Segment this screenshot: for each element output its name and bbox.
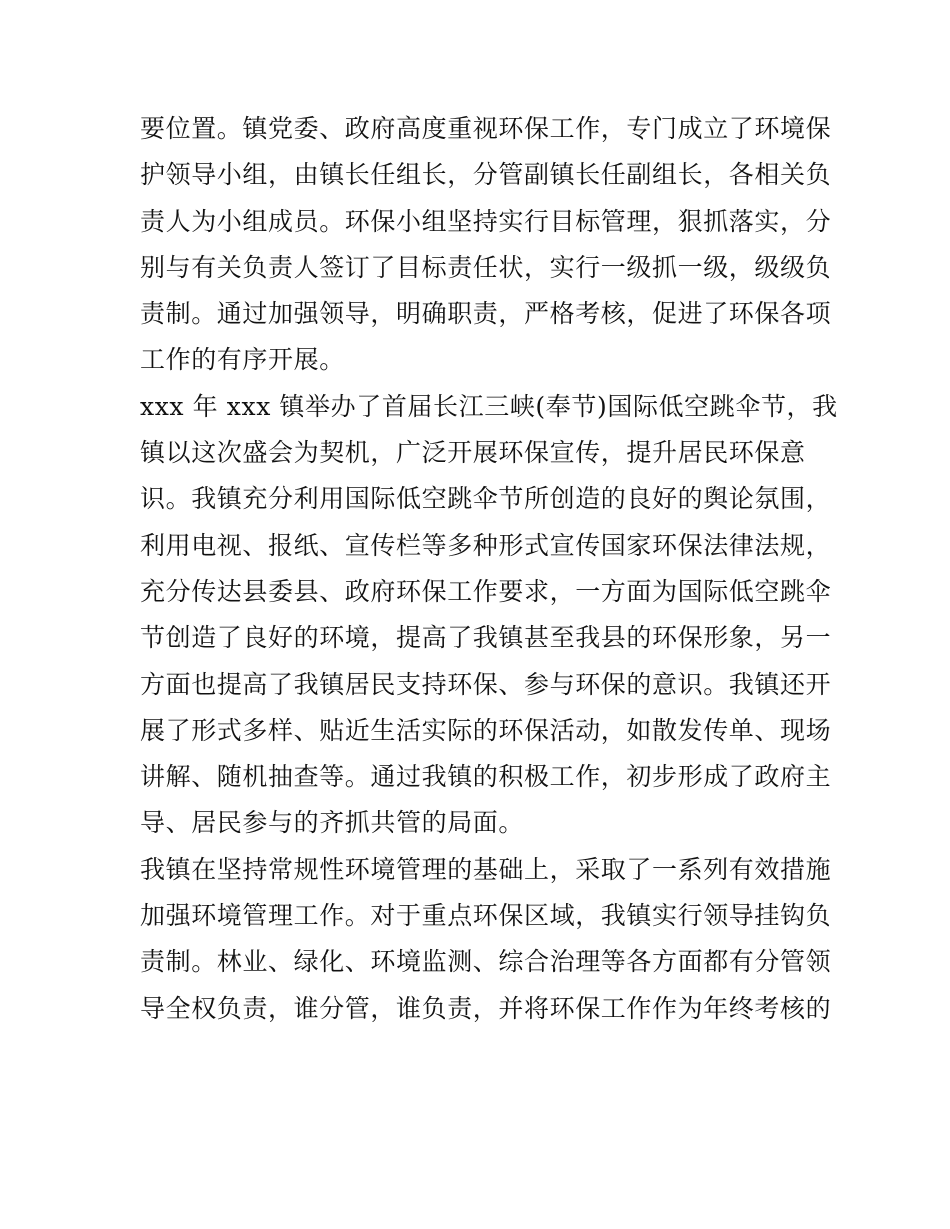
text-line: 责制。林业、绿化、环境监测、综合治理等各方面都有分管领	[140, 947, 832, 977]
text-line: 展了形式多样、贴近生活实际的环保活动，如散发传单、现场	[140, 715, 832, 745]
text-line: 导全权负责，谁分管，谁负责，并将环保工作作为年终考核的	[140, 993, 832, 1023]
text-line: 方面也提高了我镇居民支持环保、参与环保的意识。我镇还开	[140, 669, 832, 699]
text-line: 利用电视、报纸、宣传栏等多种形式宣传国家环保法律法规，	[140, 530, 832, 560]
text-line: 讲解、随机抽查等。通过我镇的积极工作，初步形成了政府主	[140, 762, 832, 792]
text-line: 节创造了良好的环境，提高了我镇甚至我县的环保形象，另一	[140, 623, 832, 653]
body-text	[140, 106, 838, 1032]
text-line: xxx 年 xxx 镇举办了首届长江三峡(奉节)国际低空跳伞节，我	[140, 391, 838, 421]
text-line: 别与有关负责人签订了目标责任状，实行一级抓一级，级级负	[140, 252, 832, 282]
text-line: 导、居民参与的齐抓共管的局面。	[140, 808, 525, 838]
text-line: 我镇在坚持常规性环境管理的基础上，采取了一系列有效措施	[140, 854, 832, 884]
text-line: 识。我镇充分利用国际低空跳伞节所创造的良好的舆论氛围，	[140, 484, 832, 514]
text-line: 充分传达县委县、政府环保工作要求，一方面为国际低空跳伞	[140, 576, 832, 606]
text-line: 加强环境管理工作。对于重点环保区域，我镇实行领导挂钩负	[140, 901, 832, 931]
text-line: 镇以这次盛会为契机，广泛开展环保宣传，提升居民环保意	[140, 438, 806, 468]
text-line: 护领导小组，由镇长任组长，分管副镇长任副组长，各相关负	[140, 160, 832, 190]
text-line: 工作的有序开展。	[140, 345, 345, 375]
text-line: 责制。通过加强领导，明确职责，严格考核，促进了环保各项	[140, 299, 832, 329]
text-line: 责人为小组成员。环保小组坚持实行目标管理，狠抓落实，分	[140, 206, 832, 236]
text-line: 要位置。镇党委、政府高度重视环保工作，专门成立了环境保	[140, 114, 832, 143]
